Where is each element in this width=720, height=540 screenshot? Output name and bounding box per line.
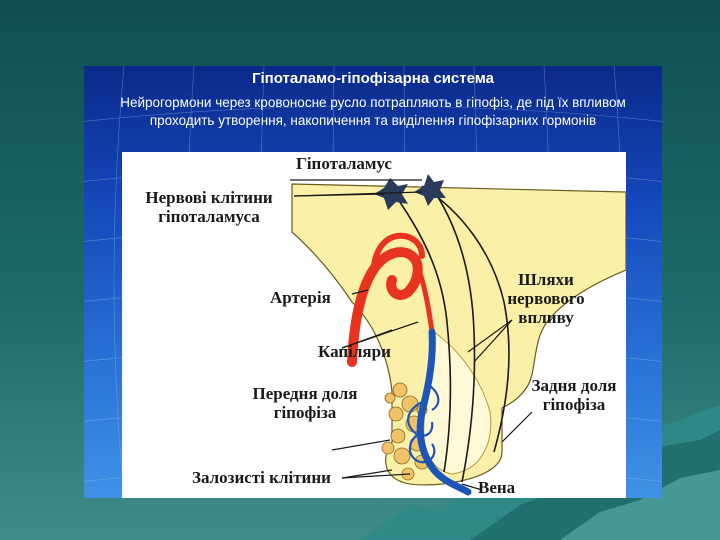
label-pathways (494, 270, 598, 327)
label-anterior-line2: гіпофіза (273, 403, 337, 422)
label-anterior-line1: Передня доля (252, 384, 358, 403)
label-pathways-line1: Шляхи (518, 270, 574, 289)
label-hypothalamus: Гіпоталамус (296, 154, 392, 173)
slide-panel (84, 66, 662, 498)
label-nerve-cells-line2: гіпоталамуса (158, 207, 260, 226)
label-anterior-lobe (240, 384, 370, 422)
label-vein: Вена (478, 478, 516, 497)
label-posterior-lobe (522, 376, 626, 414)
label-capillaries: Капіляри (318, 342, 391, 361)
slide-subtitle: Нейрогормони через кровоносне русло потрапляють в гіпофіз, де під їх впливом проходить утворення, накопичення та виділення гіпофізарних гормонів (120, 95, 626, 128)
label-nerve-cells-line1: Нервові клітини (145, 188, 273, 207)
diagram-figure (122, 152, 626, 498)
label-pathways-line2: нервового (507, 289, 585, 308)
label-nerve-cells (124, 188, 294, 226)
slide-title: Гіпоталамо-гіпофізарна система (251, 70, 495, 87)
label-posterior-line1: Задня доля (531, 376, 617, 395)
label-glandular-cells: Залозисті клітини (192, 468, 331, 487)
label-posterior-line2: гіпофіза (542, 395, 606, 414)
label-pathways-line3: впливу (518, 308, 574, 327)
label-artery: Артерія (270, 288, 331, 307)
